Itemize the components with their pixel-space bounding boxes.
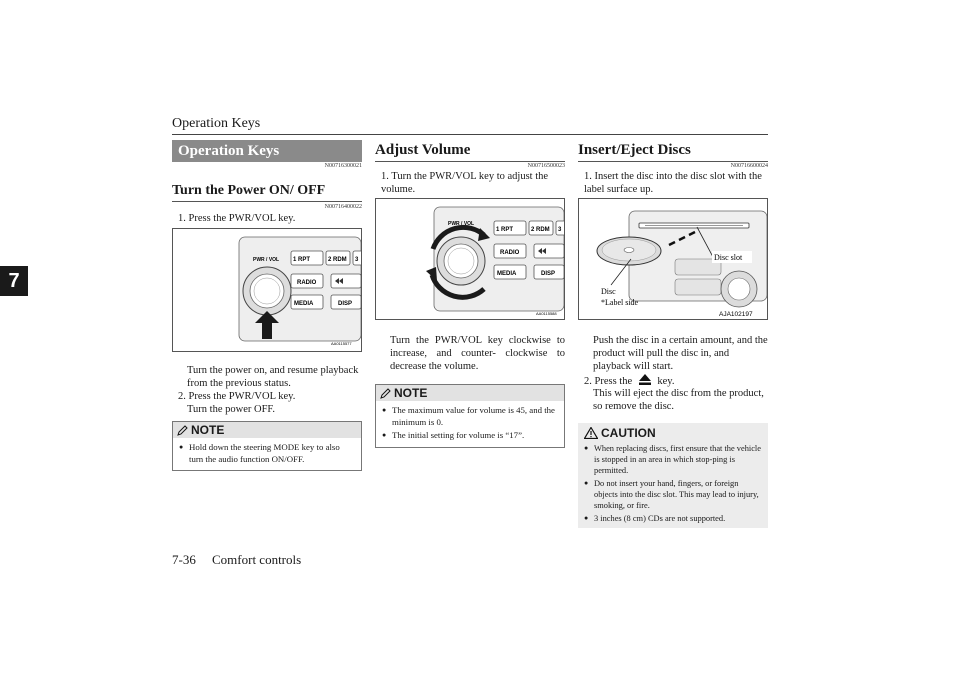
media-button-label: MEDIA <box>497 271 517 277</box>
step-1: 1. Press the PWR/VOL key. <box>178 213 296 224</box>
subheading-power: Turn the Power ON/ OFF <box>172 182 362 202</box>
figure-code: AA0115577 <box>331 341 352 346</box>
section-name: Comfort controls <box>212 552 302 567</box>
disc-label: Disc <box>601 287 616 296</box>
warning-triangle-icon <box>584 427 598 439</box>
caution-item: ● 3 inches (8 cm) CDs are not supported. <box>584 513 762 524</box>
note-item: ● The initial setting for volume is “17”. <box>382 430 558 442</box>
note-title: NOTE <box>394 386 428 400</box>
pwr-vol-label: PWR / VOL <box>253 257 280 263</box>
caution-box <box>578 423 768 528</box>
paragraph: Push the disc in a certain amount, and the product will pull the disc in, and playback will start. <box>593 335 768 372</box>
note-item: ● Hold down the steering MODE key to also turn the audio function ON/OFF. <box>179 442 355 465</box>
note-box <box>172 421 362 471</box>
button-2rdm-label: 2 RDM <box>531 227 550 233</box>
button-3-label: 3 <box>558 227 562 233</box>
step-2-detail: This will eject the disc from the product, so remove the disc. <box>593 388 764 412</box>
audio-panel-illustration <box>173 229 361 351</box>
section-heading-adjust-volume: Adjust Volume <box>375 140 565 162</box>
figure-code: AJA102197 <box>719 311 753 318</box>
step-1: 1. Insert the disc into the disc slot with the label surface up. <box>584 171 762 195</box>
figure-power-key <box>172 228 362 352</box>
button-2rdm-label: 2 RDM <box>328 257 347 263</box>
pwr-vol-label: PWR / VOL <box>448 221 475 227</box>
caution-item: ● When replacing discs, first ensure that the vehicle is stopped in an area in which stop-ping is permitted. <box>584 443 762 476</box>
radio-button-label: RADIO <box>297 280 317 286</box>
disc-slot-label: Disc slot <box>714 253 743 262</box>
ref-code: N00716500023 <box>527 163 565 169</box>
ref-code: N00716600024 <box>730 163 768 169</box>
caution-title: CAUTION <box>601 425 656 440</box>
disc-insertion-illustration <box>579 199 767 319</box>
button-1rpt-label: 1 RPT <box>496 227 514 233</box>
page-header-title: Operation Keys <box>172 116 261 131</box>
step-1: 1. Turn the PWR/VOL key to adjust the volume. <box>381 171 549 195</box>
step-2-prefix: 2. Press the <box>584 376 633 387</box>
figure-insert-disc <box>578 198 768 320</box>
figure-code: AA0115588 <box>536 311 557 316</box>
chapter-tab: 7 <box>0 266 28 296</box>
section-heading-operation-keys: Operation Keys <box>172 140 362 162</box>
step-2-detail: Turn the power OFF. <box>187 404 276 415</box>
note-title: NOTE <box>191 423 225 437</box>
label-side-label: *Label side <box>601 298 639 307</box>
header-rule <box>172 134 768 135</box>
note-box <box>375 384 565 448</box>
disp-button-label: DISP <box>338 301 353 307</box>
caution-item: ● Do not insert your hand, fingers, or foreign objects into the disc slot. This may lead to injury, smoking, or fire. <box>584 478 762 511</box>
step-2-suffix: key. <box>657 376 675 387</box>
note-pencil-icon <box>380 388 391 399</box>
radio-button-label: RADIO <box>500 250 520 256</box>
media-button-label: MEDIA <box>294 301 314 307</box>
paragraph: Turn the PWR/VOL key clockwise to increase, and counter- clockwise to decrease the volume. <box>390 335 565 372</box>
note-pencil-icon <box>177 425 188 436</box>
step-2 <box>584 374 768 388</box>
audio-panel-illustration <box>376 199 564 319</box>
eject-icon <box>639 374 651 385</box>
ref-code: N00716300021 <box>324 163 362 169</box>
button-3-label: 3 <box>355 257 359 263</box>
figure-volume-key <box>375 198 565 320</box>
paragraph: Turn the power on, and resume playback from the previous status. <box>187 365 359 389</box>
disp-button-label: DISP <box>541 271 556 277</box>
page-number: 7-36 <box>172 552 196 567</box>
section-heading-insert-eject: Insert/Eject Discs <box>578 140 768 162</box>
note-item: ● The maximum value for volume is 45, and the minimum is 0. <box>382 405 558 428</box>
button-1rpt-label: 1 RPT <box>293 257 311 263</box>
step-2: 2. Press the PWR/VOL key. <box>178 391 296 402</box>
ref-code: N00716400022 <box>324 204 362 210</box>
